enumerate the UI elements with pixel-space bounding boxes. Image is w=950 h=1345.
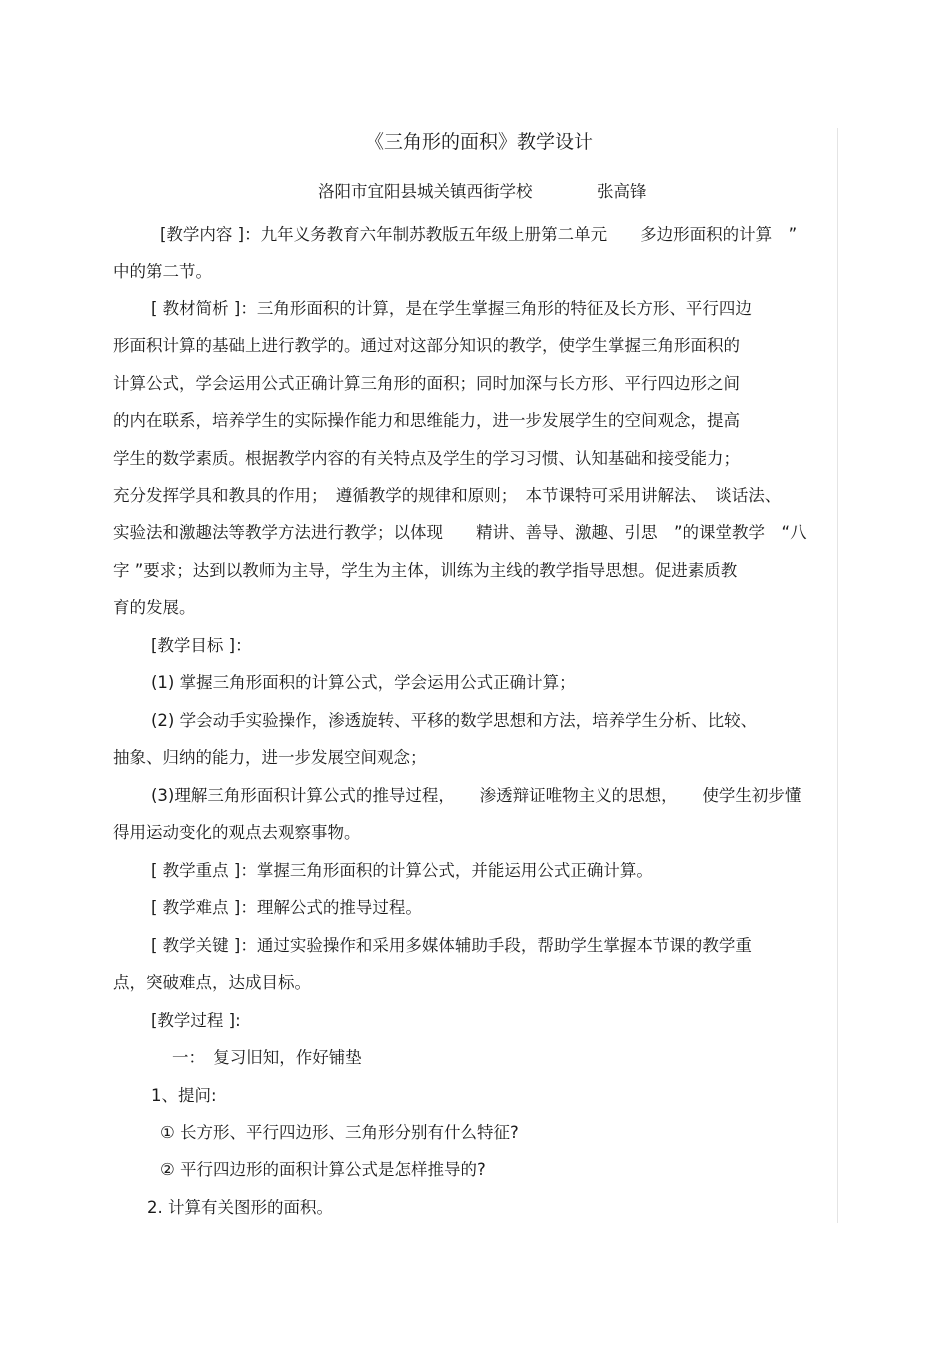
paragraph-line: 学生的数学素质。根据教学内容的有关特点及学生的学习习惯、认知基础和接受能力； xyxy=(113,449,740,468)
list-item: ② 平行四边形的面积计算公式是怎样推导的? xyxy=(160,1160,486,1179)
list-item: (2) 学会动手实验操作，渗透旋转、平移的数学思想和方法，培养学生分析、比较、 xyxy=(151,711,758,730)
paragraph-line: 实验法和激趣法等教学方法进行教学；以体现 精讲、善导、激趣、引思 ”的课堂教学 “八 xyxy=(113,523,807,542)
right-margin-rule xyxy=(837,128,838,1223)
document-title: 《三角形的面积》教学设计 xyxy=(365,131,594,153)
author-name: 张高锋 xyxy=(597,182,647,201)
paragraph-line: 育的发展。 xyxy=(113,598,196,617)
paragraph-line: 得用运动变化的观点去观察事物。 xyxy=(113,823,361,842)
list-item: (1) 掌握三角形面积的计算公式，学会运用公式正确计算； xyxy=(151,673,576,692)
paragraph-line: [ 教学关键 ]：通过实验操作和采用多媒体辅助手段，帮助学生掌握本节课的教学重 xyxy=(151,936,752,955)
list-item: 2. 计算有关图形的面积。 xyxy=(147,1198,333,1217)
paragraph-line: 点，突破难点，达成目标。 xyxy=(113,973,311,992)
subsection-heading: 一： 复习旧知，作好铺垫 xyxy=(172,1048,362,1067)
paragraph-line: [教学内容 ]：九年义务教育六年制苏教版五年级上册第二单元 多边形面积的计算 ” xyxy=(160,225,798,244)
paragraph-line: 计算公式，学会运用公式正确计算三角形的面积；同时加深与长方形、平行四边形之间 xyxy=(113,374,740,393)
paragraph-line: [ 教学难点 ]：理解公式的推导过程。 xyxy=(151,898,422,917)
list-item: ① 长方形、平行四边形、三角形分别有什么特征? xyxy=(160,1123,519,1142)
author-school: 洛阳市宜阳县城关镇西街学校 xyxy=(318,182,533,201)
paragraph-line: 字 ”要求；达到以教师为主导，学生为主体，训练为主线的教学指导思想。促进素质教 xyxy=(113,561,738,580)
paragraph-line: [ 教材简析 ]：三角形面积的计算，是在学生掌握三角形的特征及长方形、平行四边 xyxy=(151,299,752,318)
paragraph-line: 形面积计算的基础上进行教学的。通过对这部分知识的教学，使学生掌握三角形面积的 xyxy=(113,336,740,355)
paragraph-line: 中的第二节。 xyxy=(113,262,212,281)
list-item: 1、提问: xyxy=(151,1086,217,1105)
paragraph-line: 抽象、归纳的能力，进一步发展空间观念； xyxy=(113,748,427,767)
paragraph-line: 充分发挥学具和教具的作用； 遵循教学的规律和原则； 本节课特可采用讲解法、 谈话法、 xyxy=(113,486,782,505)
paragraph-line: 的内在联系，培养学生的实际操作能力和思维能力，进一步发展学生的空间观念，提高 xyxy=(113,411,740,430)
section-heading: [教学目标 ]： xyxy=(151,636,252,655)
section-heading: [教学过程 ]: xyxy=(151,1011,241,1030)
list-item: (3)理解三角形面积计算公式的推导过程， 渗透辩证唯物主义的思想， 使学生初步懂 xyxy=(151,786,802,805)
paragraph-line: [ 教学重点 ]：掌握三角形面积的计算公式，并能运用公式正确计算。 xyxy=(151,861,653,880)
